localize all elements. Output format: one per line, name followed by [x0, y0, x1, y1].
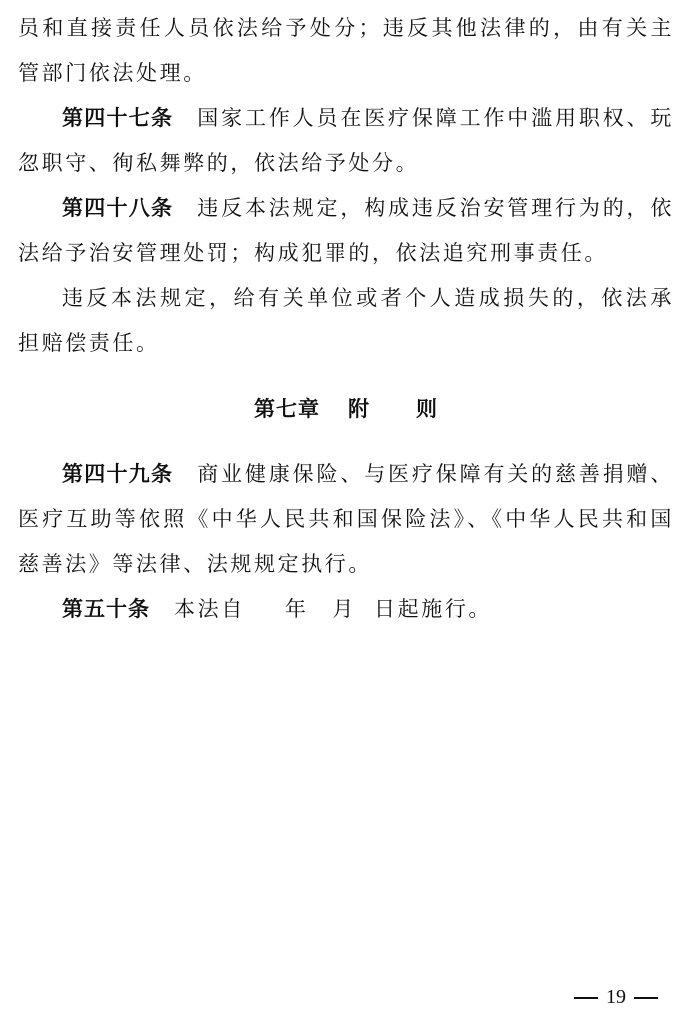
- article-48-paragraph-2: [18, 276, 674, 366]
- article-label: 第四十九条: [62, 462, 174, 486]
- article-50: [18, 587, 674, 632]
- article-text-part-4: 日起施行。: [374, 597, 493, 621]
- article-text-part-1: 本法自: [174, 597, 245, 621]
- article-47: [18, 96, 674, 186]
- page-number: [566, 985, 666, 1009]
- article-48: [18, 186, 674, 276]
- article-text: 商业健康保险、与医疗保障有关的慈善捐赠、医疗互助等依照《中华人民共和国保险法》、《中华人民共和国慈善法》等法律、法规规定执行。: [18, 462, 674, 576]
- article-label: 第五十条: [62, 597, 150, 621]
- page-number-dash-left: [574, 997, 598, 999]
- paragraph-continuation: [18, 6, 674, 96]
- chapter-heading: [18, 387, 674, 432]
- chapter-title-char-2: 则: [416, 397, 438, 421]
- chapter-title-char-1: 附: [348, 397, 370, 421]
- document-body: [18, 6, 674, 632]
- article-text: 国家工作人员在医疗保障工作中滥用职权、玩忽职守、徇私舞弊的，依法给予处分。: [18, 106, 674, 175]
- article-label: 第四十八条: [62, 196, 174, 220]
- page-number-value: 19: [606, 986, 626, 1008]
- paragraph-text: 员和直接责任人员依法给予处分；违反其他法律的，由有关主管部门依法处理。: [18, 16, 674, 85]
- article-label: 第四十七条: [62, 106, 174, 130]
- page-number-dash-right: [634, 997, 658, 999]
- article-text: 违反本法规定，构成违反治安管理行为的，依法给予治安管理处罚；构成犯罪的，依法追究刑事责任。: [18, 196, 674, 265]
- paragraph-text: 违反本法规定，给有关单位或者个人造成损失的，依法承担赔偿责任。: [18, 286, 674, 355]
- article-text-part-2: 年: [284, 597, 309, 621]
- article-49: [18, 452, 674, 587]
- article-text-part-3: 月: [332, 597, 357, 621]
- chapter-number: 第七章: [254, 397, 320, 421]
